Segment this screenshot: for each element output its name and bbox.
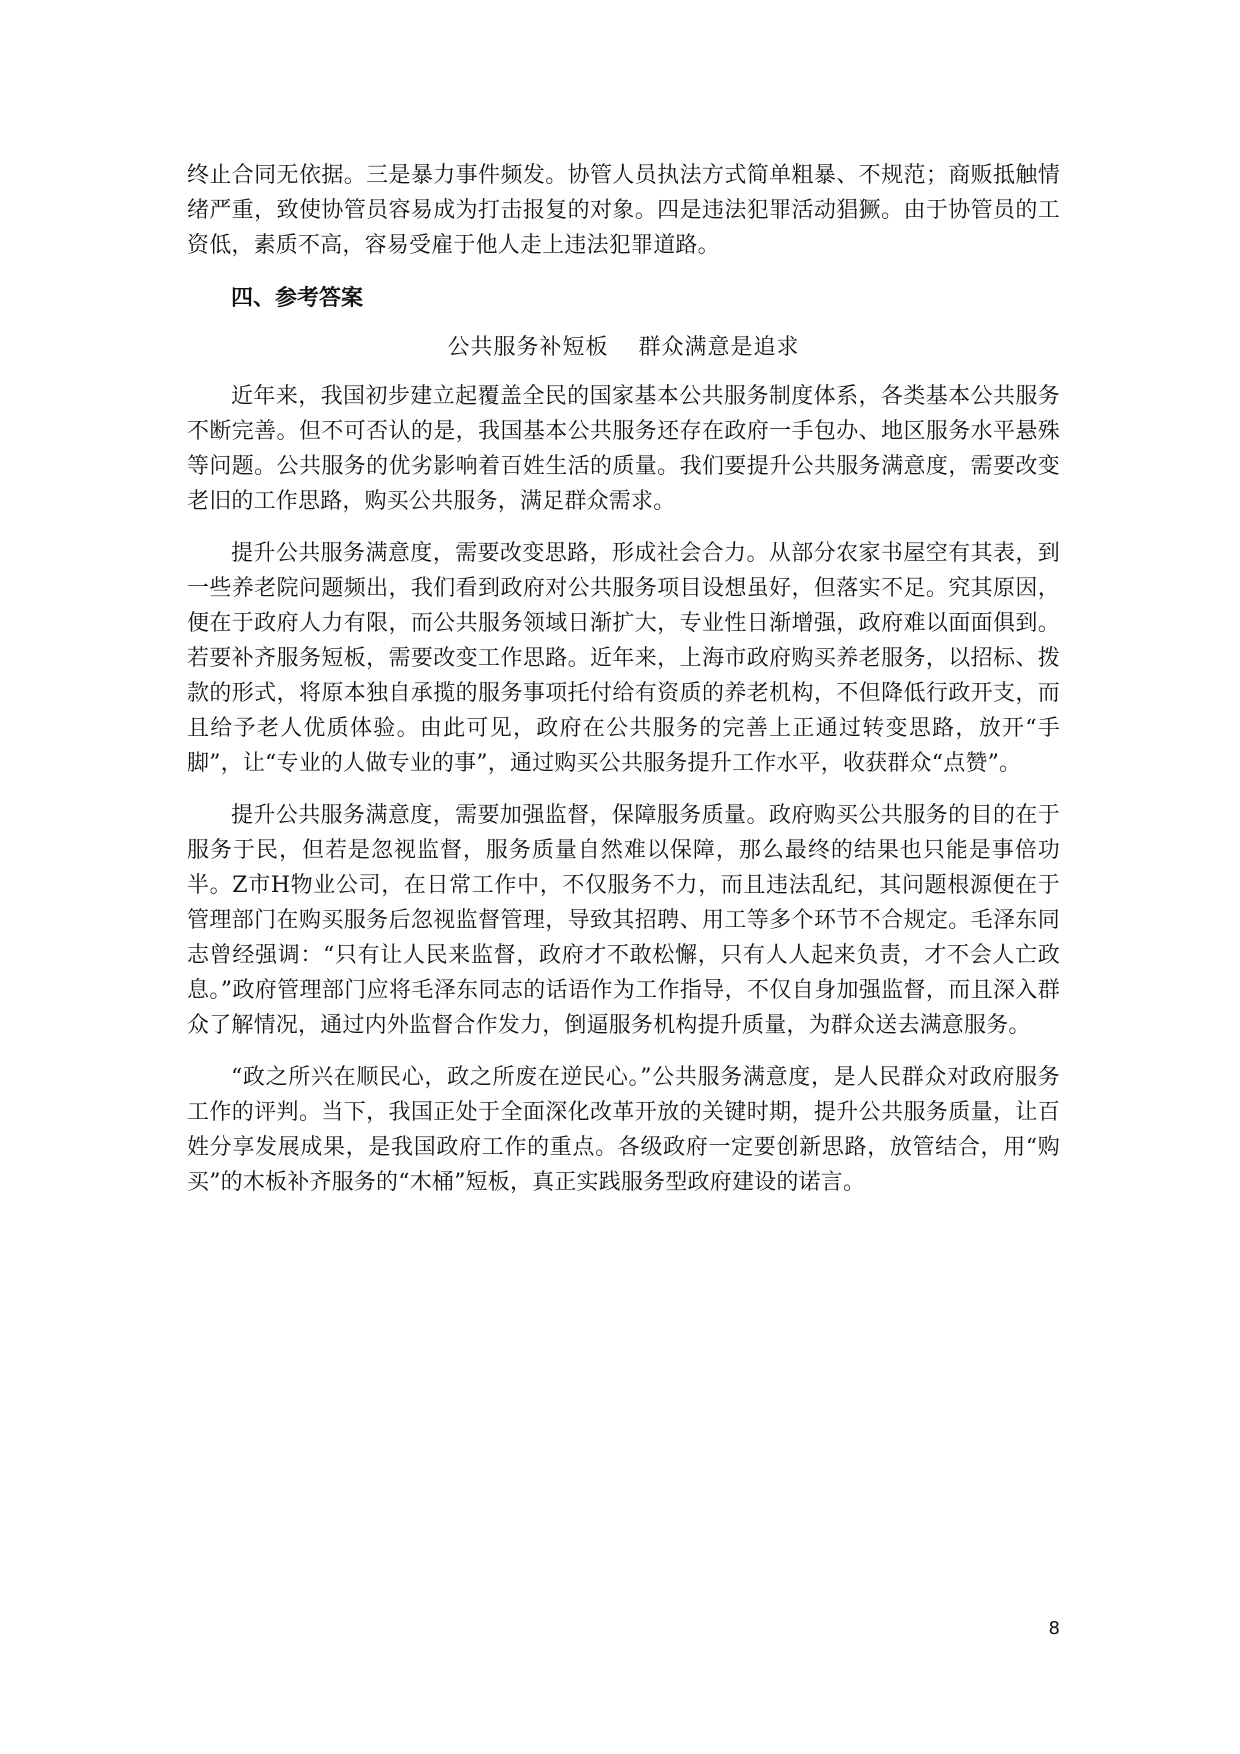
essay-title-part1: 公共服务补短板 — [447, 335, 609, 360]
essay-paragraph-1: 近年来，我国初步建立起覆盖全民的国家基本公共服务制度体系，各类基本公共服务不断完善。但不可否认的是，我国基本公共服务还存在政府一手包办、地区服务水平悬殊等问题。公共服务的优劣影响着百姓生活的质量。我们要提升公共服务满意度，需要改变老旧的工作思路，购买公共服务，满足群众需求。 — [187, 384, 1060, 514]
page-content — [187, 158, 1060, 1200]
essay-title-part2: 群众满意是追求 — [638, 335, 800, 360]
page-number: 8 — [1048, 1618, 1060, 1639]
essay-paragraph-4: “政之所兴在顺民心，政之所废在逆民心。”公共服务满意度，是人民群众对政府服务工作的评判。当下，我国正处于全面深化改革开放的关键时期，提升公共服务质量，让百姓分享发展成果，是我国政府工作的重点。各级政府一定要创新思路，放管结合，用“购买”的木板补齐服务的“木桶”短板，真正实践服务型政府建设的诺言。 — [187, 1065, 1060, 1195]
continued-paragraph: 终止合同无依据。三是暴力事件频发。协管人员执法方式简单粗暴、不规范；商贩抵触情绪严重，致使协管员容易成为打击报复的对象。四是违法犯罪活动猖獗。由于协管员的工资低，素质不高，容易受雇于他人走上违法犯罪道路。 — [187, 163, 1060, 258]
essay-paragraph-2: 提升公共服务满意度，需要改变思路，形成社会合力。从部分农家书屋空有其表，到一些养老院问题频出，我们看到政府对公共服务项目设想虽好，但落实不足。究其原因，便在于政府人力有限，而公共服务领域日渐扩大，专业性日渐增强，政府难以面面俱到。若要补齐服务短板，需要改变工作思路。近年来，上海市政府购买养老服务，以招标、拨款的形式，将原本独自承揽的服务事项托付给有资质的养老机构，不但降低行政开支，而且给予老人优质体验。由此可见，政府在公共服务的完善上正通过转变思路，放开“手脚”，让“专业的人做专业的事”，通过购买公共服务提升工作水平，收获群众“点赞”。 — [187, 541, 1060, 776]
section-heading: 四、参考答案 — [231, 286, 364, 311]
essay-title — [187, 330, 1060, 365]
essay-paragraph-3: 提升公共服务满意度，需要加强监督，保障服务质量。政府购买公共服务的目的在于服务于民，但若是忽视监督，服务质量自然难以保障，那么最终的结果也只能是事倍功半。Z市H物业公司，在日常工作中，不仅服务不力，而且违法乱纪，其问题根源便在于管理部门在购买服务后忽视监督管理，导致其招聘、用工等多个环节不合规定。毛泽东同志曾经强调：“只有让人民来监督，政府才不敢松懈，只有人人起来负责，才不会人亡政息。”政府管理部门应将毛泽东同志的话语作为工作指导，不仅自身加强监督，而且深入群众了解情况，通过内外监督合作发力，倒逼服务机构提升质量，为群众送去满意服务。 — [187, 803, 1060, 1038]
